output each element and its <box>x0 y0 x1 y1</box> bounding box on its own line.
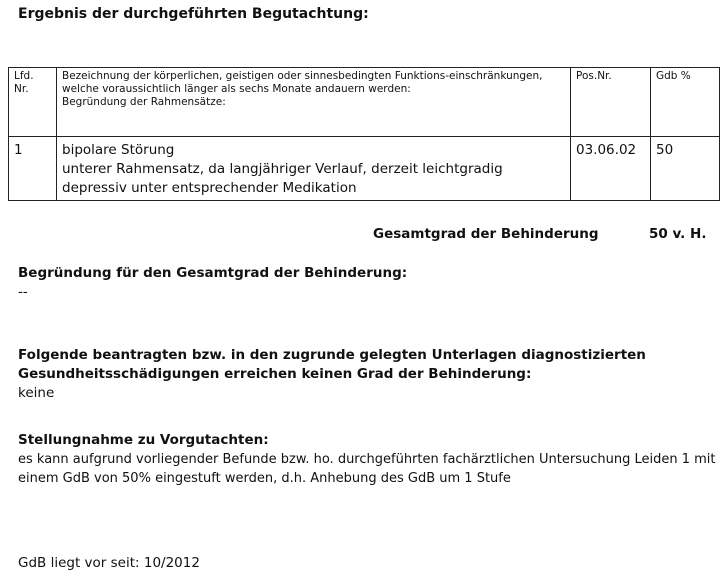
total-label: Gesamtgrad der Behinderung <box>373 226 599 242</box>
total-value: 50 v. H. <box>649 226 707 242</box>
no-degree-section <box>18 346 658 403</box>
cell-diagnosis: bipolare Störung <box>62 142 175 158</box>
header-gdb: Gdb % <box>651 68 720 137</box>
page-heading: Ergebnis der durchgeführten Begutachtung: <box>18 6 369 22</box>
cell-reason: unterer Rahmensatz, da langjähriger Verlauf, derzeit leichtgradig depressiv unter entsprechender Medikation <box>62 161 503 196</box>
cell-gdb: 50 <box>651 137 720 201</box>
header-description-text: Bezeichnung der körperlichen, geistigen oder sinnesbedingten Funktions-einschränkungen, welche voraussichtlich länger als sechs Monate andauern werden: <box>62 70 543 95</box>
table-row <box>9 137 720 201</box>
cell-lfd: 1 <box>9 137 57 201</box>
assessment-table <box>8 67 720 201</box>
prior-section <box>18 431 720 488</box>
total-reason-section <box>18 264 708 302</box>
total-reason-text: -- <box>18 284 28 300</box>
cell-pos: 03.06.02 <box>571 137 651 201</box>
header-description <box>57 68 571 137</box>
cell-description <box>57 137 571 201</box>
header-pos: Pos.Nr. <box>571 68 651 137</box>
no-degree-heading: Folgende beantragten bzw. in den zugrunde gelegten Unterlagen diagnostizierten Gesundheitsschädigungen erreichen keinen Grad der Behinderung: <box>18 347 646 382</box>
prior-text: es kann aufgrund vorliegender Befunde bzw. ho. durchgeführten fachärztlichen Untersuchung Leiden 1 mit einem GdB von 50% eingestuft werden, d.h. Anhebung des GdB um 1 Stufe <box>18 452 716 486</box>
header-justification-text: Begründung der Rahmensätze: <box>62 96 226 108</box>
prior-heading: Stellungnahme zu Vorgutachten: <box>18 432 269 448</box>
total-reason-heading: Begründung für den Gesamtgrad der Behinderung: <box>18 265 408 281</box>
header-lfd: Lfd. Nr. <box>9 68 57 137</box>
gdb-since: GdB liegt vor seit: 10/2012 <box>18 555 200 571</box>
table-header-row <box>9 68 720 137</box>
no-degree-text: keine <box>18 385 55 401</box>
